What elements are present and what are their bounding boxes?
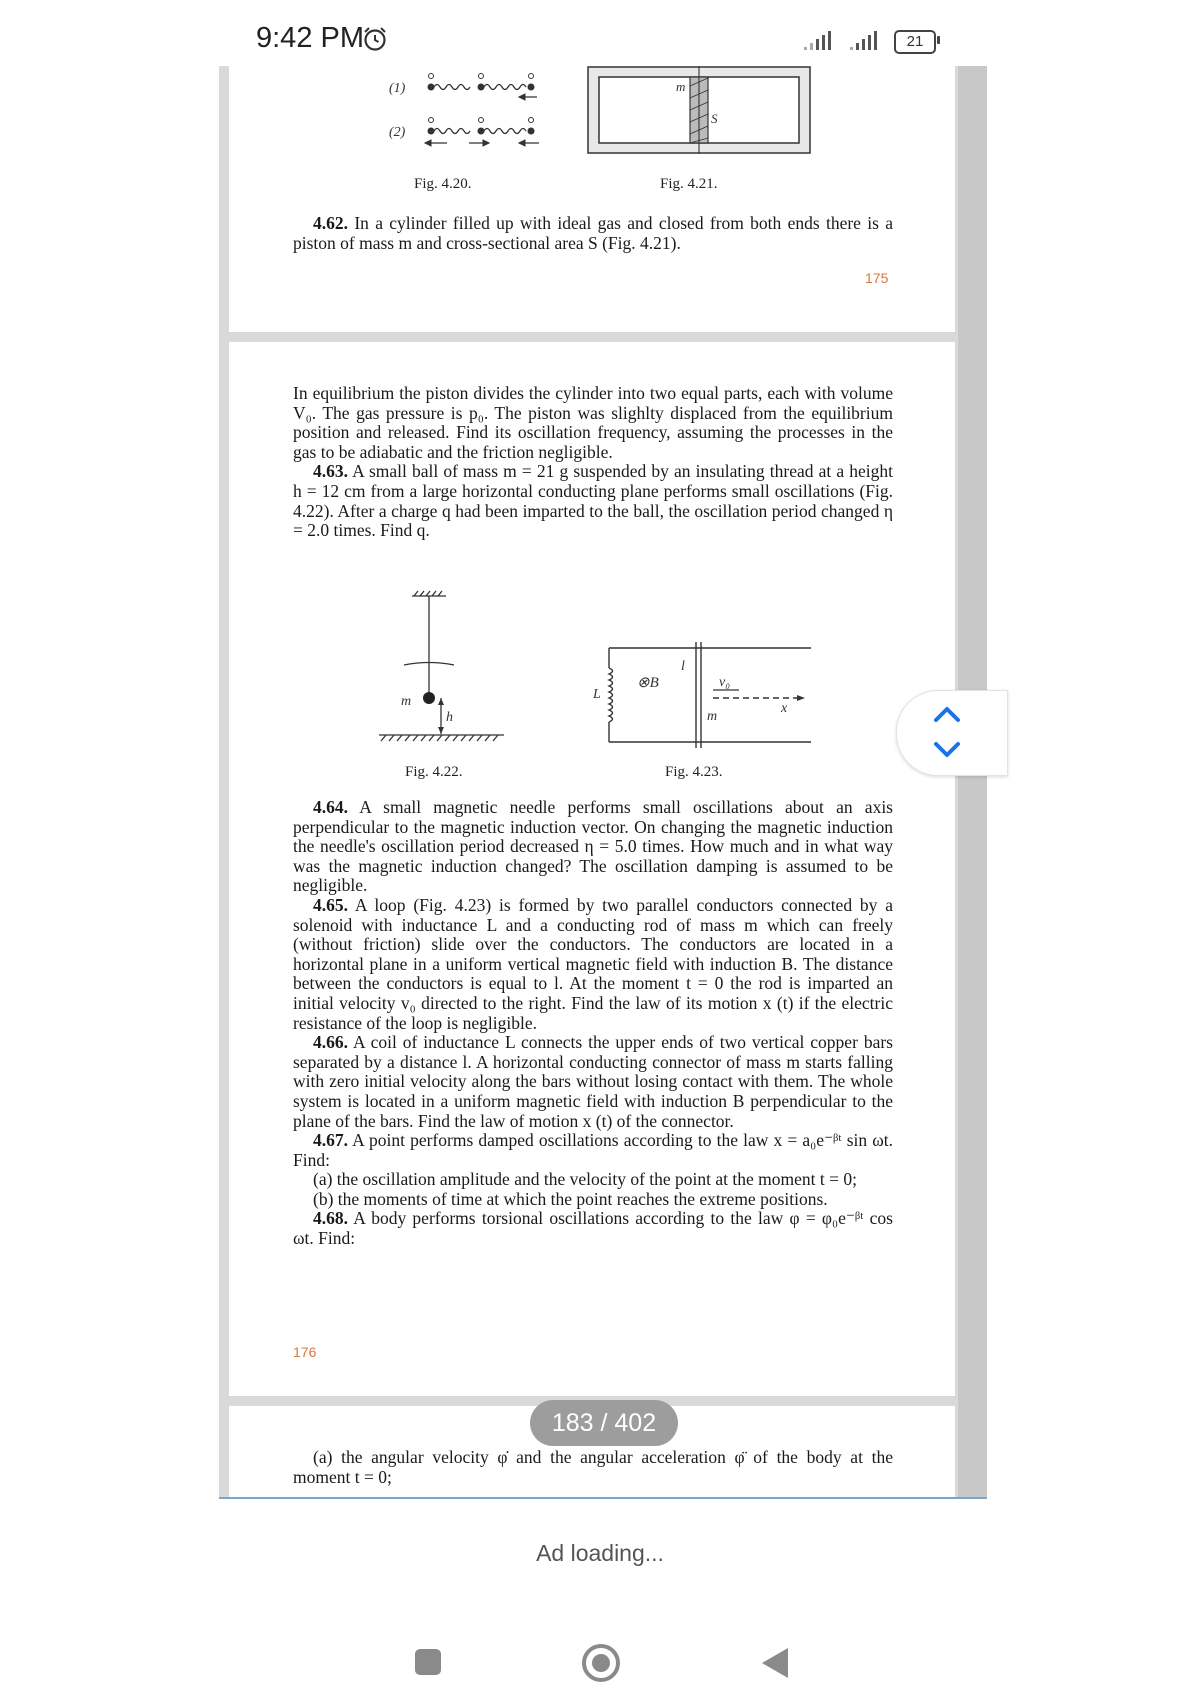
page-number: 176 bbox=[293, 1344, 317, 1360]
fig-4-23-label-m: m bbox=[707, 709, 718, 724]
pdf-page-176 bbox=[229, 342, 955, 1396]
problem-number: 4.62. bbox=[313, 213, 348, 233]
figure-4-20 bbox=[389, 66, 549, 156]
problem-4-67: 4.67. A point performs damped oscillations according to the law x = a₀e⁻ᵝᵗ sin ωt. Find: bbox=[293, 1130, 893, 1170]
fig-4-23-label-x: x bbox=[781, 701, 788, 716]
page-counter: 183 / 402 bbox=[530, 1400, 678, 1446]
problem-4-67-a: (a) the oscillation amplitude and the velocity of the point at the moment t = 0; bbox=[313, 1169, 857, 1190]
fig-4-22-label-m: m bbox=[401, 694, 412, 709]
alarm-icon bbox=[362, 26, 388, 52]
fig-4-22-caption: Fig. 4.22. bbox=[405, 764, 463, 780]
problem-4-66: 4.66. A coil of inductance L connects the upper ends of two vertical copper bars separated by a distance l. A horizontal conducting connector of mass m starts falling with zero initial velocity along the bars without losing contact with them. The whole system is located in a uniform magnetic field with induction B perpendicular to the plane of the bars. Find the law of motion x (t) of the connector. bbox=[293, 1032, 893, 1131]
page-176-text-bottom bbox=[293, 798, 893, 1249]
fig-4-21-label-s: S bbox=[711, 111, 718, 126]
home-icon[interactable] bbox=[580, 1642, 622, 1684]
status-bar bbox=[0, 0, 1200, 66]
figure-4-22 bbox=[374, 588, 514, 753]
fig-4-20-label-2: (2) bbox=[389, 125, 406, 140]
viewer-bottom-edge bbox=[219, 1497, 987, 1499]
chevron-up-icon[interactable] bbox=[931, 701, 963, 727]
fig-4-21-caption: Fig. 4.21. bbox=[660, 176, 718, 192]
system-nav-bar bbox=[0, 1620, 1200, 1698]
figure-4-23 bbox=[593, 638, 811, 750]
chevron-down-icon[interactable] bbox=[931, 737, 963, 763]
signal-icon bbox=[850, 28, 888, 52]
problem-4-65: 4.65. A loop (Fig. 4.23) is formed by two parallel conductors connected by a solenoid with inductance L and a conducting rod of mass m which can freely (without friction) slide over the conductors. The conductors are located in a horizontal plane in a uniform vertical magnetic field with induction B. The distance between the conductors is equal to l. At the moment t = 0 the rod is imparted an initial velocity v₀ directed to the right. Find the law of its motion x (t) if the electric resistance of the loop is negligible. bbox=[293, 894, 893, 1033]
fig-4-20-label-1: (1) bbox=[389, 81, 406, 96]
fig-4-21-label-m: m bbox=[676, 79, 686, 94]
back-icon[interactable] bbox=[758, 1644, 792, 1682]
status-time: 9:42 PM bbox=[256, 22, 364, 54]
fig-4-23-label-l-inductance: L bbox=[593, 687, 601, 702]
signal-icon bbox=[804, 28, 842, 52]
fig-4-23-label-l: l bbox=[681, 659, 685, 674]
viewer-scrollbar[interactable] bbox=[958, 66, 987, 1498]
problem-4-68: 4.68. A body performs torsional oscillations according to the law φ = φ₀e⁻ᵝᵗ cos ωt. Find: bbox=[293, 1208, 893, 1249]
page-nav-control bbox=[896, 690, 1008, 776]
fig-4-23-caption: Fig. 4.23. bbox=[665, 764, 723, 780]
figure-4-21 bbox=[587, 66, 813, 156]
problem-text: In a cylinder filled up with ideal gas and closed from both ends there is a piston of mass m and cross-sectional area S (Fig. 4.21). bbox=[293, 213, 893, 253]
problem-4-62-continued: In equilibrium the piston divides the cylinder into two equal parts, each with volume V₀. The gas pressure is p₀. The piston was slighlty displaced from the equilibrium position and released. Find its oscillation frequency, assuming the processes in the gas to be adiabatic and the friction negligible. bbox=[293, 383, 893, 462]
ad-placeholder: Ad loading... bbox=[536, 1540, 664, 1566]
recent-apps-icon[interactable] bbox=[412, 1646, 444, 1678]
battery-tip bbox=[937, 36, 940, 44]
fig-4-22-label-h: h bbox=[446, 710, 453, 725]
page-176-text-top bbox=[293, 384, 893, 541]
problem-4-67-b: (b) the moments of time at which the point reaches the extreme positions. bbox=[313, 1188, 828, 1209]
pdf-viewer[interactable] bbox=[219, 66, 987, 1498]
fig-4-23-label-b: ⊗B bbox=[637, 675, 659, 691]
problem-4-63: 4.63. A small ball of mass m = 21 g suspended by an insulating thread at a height h = 12 cm from a large horizontal conducting plane performs small oscillations (Fig. 4.22). After a charge q had been imparted to the ball, the oscillation period changed η = 2.0 times. Find q. bbox=[293, 461, 893, 541]
page-177-text: (a) the angular velocity φ̇ and the angular acceleration φ̈ of the body at the moment t = 0; bbox=[293, 1447, 893, 1487]
battery-icon: 21 bbox=[894, 30, 936, 54]
page-number: 175 bbox=[865, 270, 889, 286]
fig-4-20-caption: Fig. 4.20. bbox=[414, 176, 472, 192]
problem-4-62 bbox=[293, 214, 893, 253]
pdf-page-175 bbox=[229, 66, 955, 332]
problem-4-64: 4.64. A small magnetic needle performs small oscillations about an axis perpendicular to the magnetic induction vector. On changing the magnetic induction the needle's oscillation period decreased η = 5.0 times. How much and in what way was the magnetic induction changed? The oscillation damping is assumed to be negligible. bbox=[293, 797, 893, 896]
fig-4-23-label-v0: v₀ bbox=[719, 675, 731, 690]
